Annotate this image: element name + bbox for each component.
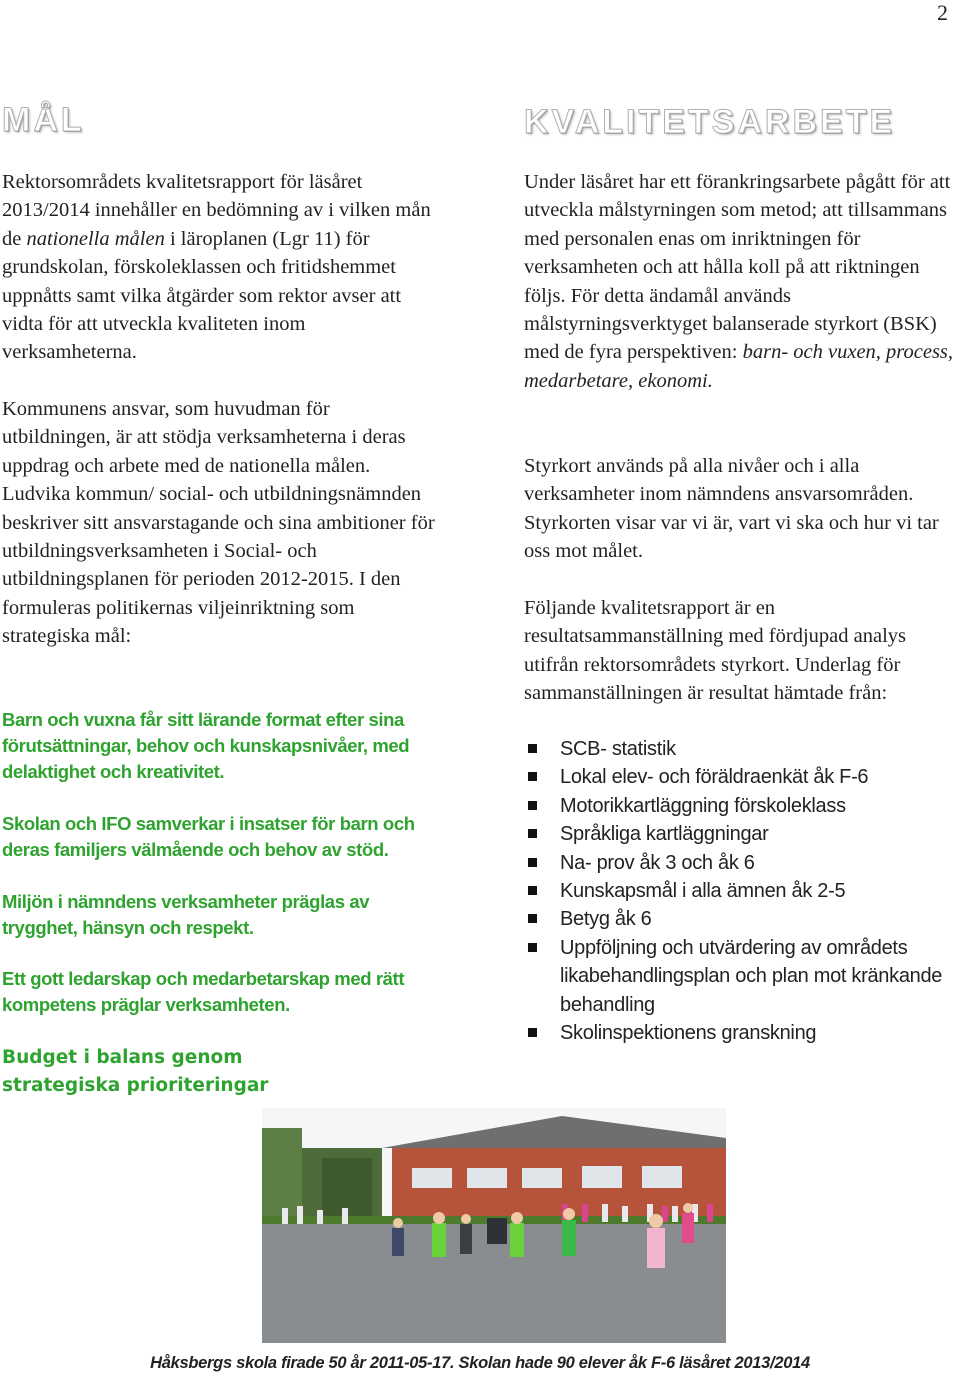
nationella-malen-emphasis: nationella målen [26, 227, 165, 250]
list-item: Na- prov åk 3 och åk 6 [524, 849, 960, 877]
square-bullet-icon [528, 772, 537, 781]
list-item: Lokal elev- och föräldraenkät åk F-6 [524, 763, 960, 791]
list-item: Betyg åk 6 [524, 905, 960, 933]
page-number: 2 [937, 0, 948, 25]
left-paragraph-2: Kommunens ansvar, som huvudman för utbildningen, är att stödja verksamheterna i deras uppdrag och arbete med de nationella målen. Ludvika kommun/ social- och utbildningsnämnden beskriver sitt ansvarstagande och sina ambitioner för utbildningsverksamheten i Social- och utbildningsplanen för perioden 2012-2015. I den formuleras politikernas viljeinriktning som strategiska mål: [2, 398, 435, 648]
photo-illustration [262, 1108, 726, 1343]
square-bullet-icon [528, 801, 537, 810]
list-item: Kunskapsmål i alla ämnen åk 2-5 [524, 877, 960, 905]
left-paragraph-1: Rektorsområdets kvalitetsrapport för läsåret 2013/2014 innehåller en bedömning av i vilken mån de nationella målen i läroplanen (Lgr 11) för grundskolan, förskoleklassen och fritidshemmet uppnåtts samt vilka åtgärder som rektor avser att vidta för att utveckla kvaliteten inom verksamheterna. [2, 171, 431, 364]
list-item: Motorikkartläggning förskoleklass [524, 792, 960, 820]
list-item: Skolinspektionens granskning [524, 1019, 960, 1047]
photo-caption: Håksbergs skola firade 50 år 2011-05-17. Skolan hade 90 elever åk F-6 läsåret 2013/2014 [150, 1354, 810, 1372]
goal-5: Budget i balans genom strategiska prioriteringar [2, 1047, 269, 1096]
list-item: Språkliga kartläggningar [524, 820, 960, 848]
square-bullet-icon [528, 914, 537, 923]
right-paragraph-1: Under läsåret har ett förankringsarbete pågått för att utveckla målstyrningen som metod; att tillsammans med personalen enas om inriktningen för verksamheten och att hålla koll på att riktningen följs. För detta ändamål används målstyrningsverktyget balanserade styrkort (BSK) med de fyra perspektiven: barn- och vuxen, process, medarbetare, ekonomi. [524, 171, 954, 392]
goal-2: Skolan och IFO samverkar i insatser för barn och deras familjers välmående och behov av stöd. [2, 813, 415, 860]
square-bullet-icon [528, 744, 537, 753]
heading-mal: MÅL [2, 101, 85, 139]
source-list [524, 735, 960, 1047]
square-bullet-icon [528, 1028, 537, 1037]
square-bullet-icon [528, 858, 537, 867]
square-bullet-icon [528, 886, 537, 895]
square-bullet-icon [528, 943, 537, 952]
list-item: Uppföljning och utvärdering av områdets likabehandlingsplan och plan mot kränkande behandling [524, 934, 960, 1019]
square-bullet-icon [528, 829, 537, 838]
goal-3: Miljön i nämndens verksamheter präglas av trygghet, hänsyn och respekt. [2, 891, 370, 938]
goal-1: Barn och vuxna får sitt lärande format efter sina förutsättningar, behov och kunskapsnivåer, med delaktighet och kreativitet. [2, 709, 410, 782]
school-anniversary-photo [262, 1108, 726, 1343]
heading-kvalitetsarbete: KVALITETSARBETE [524, 103, 896, 141]
right-paragraph-3: Följande kvalitetsrapport är en resultatsammanställning med fördjupad analys utifrån rektorsområdets styrkort. Underlag för sammanställningen är resultat hämtade från: [524, 597, 907, 705]
goal-4: Ett gott ledarskap och medarbetarskap med rätt kompetens präglar verksamheten. [2, 968, 405, 1015]
right-paragraph-2: Styrkort används på alla nivåer och i alla verksamheter inom nämndens ansvarsområden. Styrkorten visar var vi är, vart vi ska och hur vi tar oss mot målet. [524, 455, 939, 563]
list-item: SCB- statistik [524, 735, 960, 763]
perspectives-emphasis: barn- och vuxen, process, medarbetare, ekonomi. [524, 341, 954, 392]
